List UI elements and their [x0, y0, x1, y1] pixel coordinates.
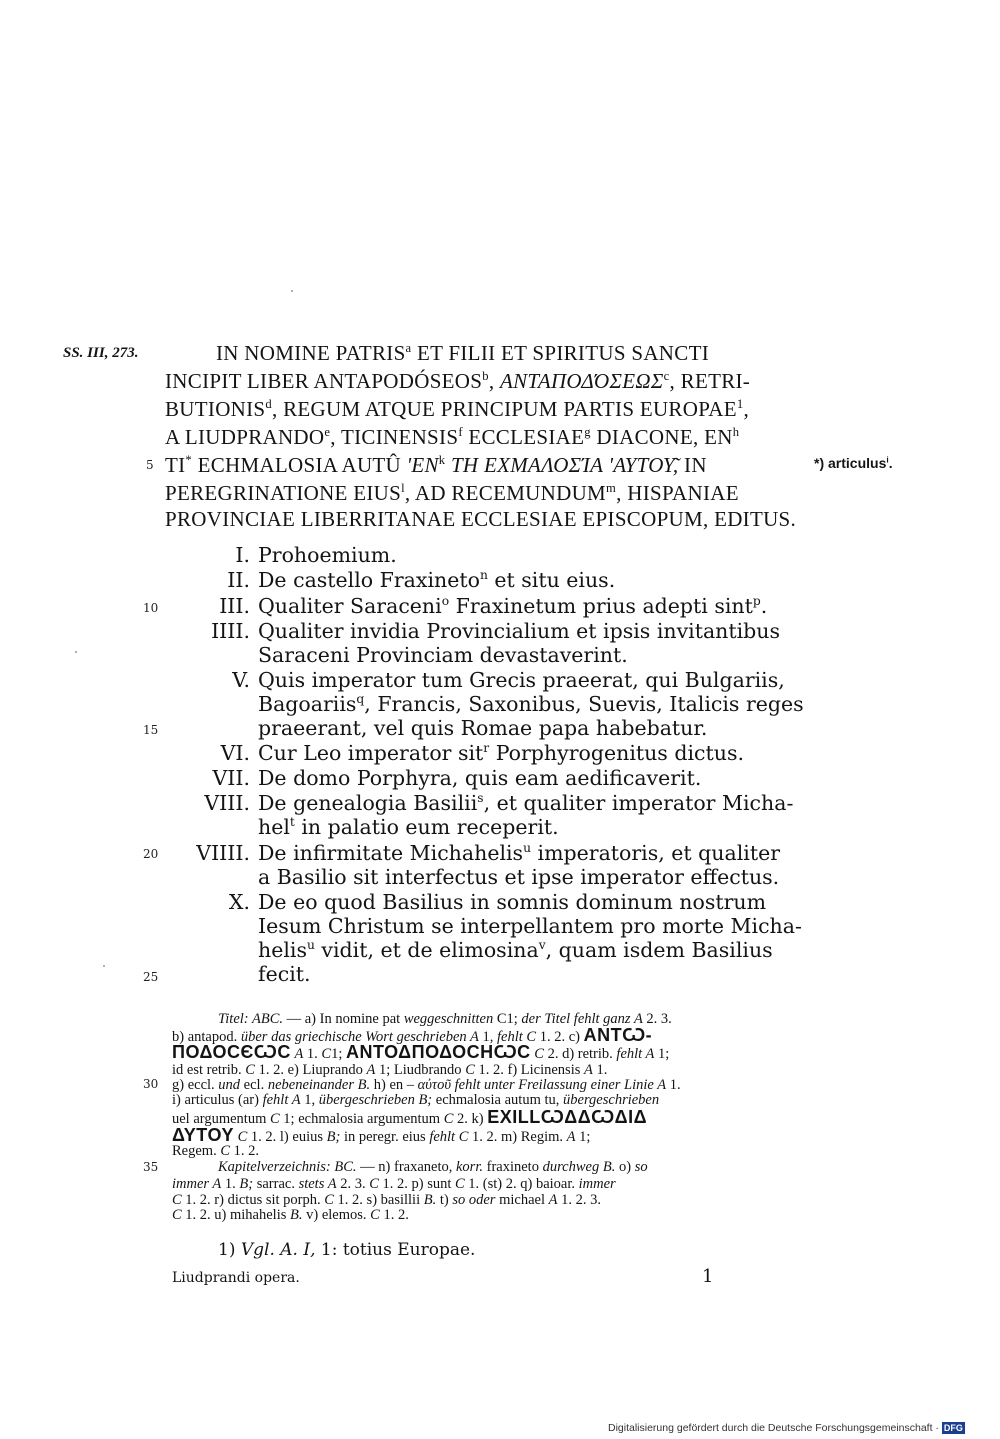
chapter-continuation: hel$^t$ in palatio eum receperit. — [258, 815, 559, 839]
scan-speck — [291, 290, 293, 292]
note-line: id est retrib. C 1. 2. e) Liuprando A 1; Liudbrando C 1. 2. f) Licinensis A 1. — [172, 1062, 608, 1078]
note-line: b) antapod. über das griechische Wort geschrieben A 1, fehlt C 1. 2. c) ΑΝΤѠ- — [172, 1025, 653, 1045]
chapter-item: III. Qualiter Saraceni$^o$ Fraxinetum prius adepti sint$^p$. — [219, 594, 768, 618]
chapter-continuation: fecit. — [258, 962, 311, 986]
line-number: 20 — [143, 847, 159, 861]
page-number: 1 — [702, 1266, 714, 1287]
chapter-item: II. De castello Fraxineto$^n$ et situ eius. — [227, 568, 616, 592]
title-line-2: INCIPIT LIBER ANTAPODÓSEOS$^b$, ΑΝΤΑΠΟΔΌΣΕΩΣ$^c$, RETRI- — [165, 369, 751, 393]
chapter-item: V. Quis imperator tum Grecis praeerat, qui Bulgariis, — [232, 668, 785, 692]
title-line-4: A LIUDPRANDO$^e$, TICINENSIS$^f$ ECCLESIAE$^g$ DIACONE, $EN^h$ — [165, 425, 740, 449]
note-line: ΠΟΔΟϹЄѠϹ A 1. C1; ΑΝΤΟΔΠΟΔΟϹΗѠϹ C 2. d) retrib. fehlt A 1; — [172, 1042, 670, 1062]
line-number: 15 — [143, 723, 159, 737]
chapter-item: IIII. Qualiter invidia Provincialium et ipsis invitantibus — [211, 619, 781, 643]
chapter-item: VII. De domo Porphyra, quis eam aedificaverit. — [212, 766, 702, 790]
running-footer: Liudprandi opera. — [172, 1270, 300, 1286]
note-line: C 1. 2. r) dictus sit porph. C 1. 2. s) basillii B. t) so oder michael A 1. 2. 3. — [172, 1192, 601, 1208]
line-number: 10 — [143, 601, 159, 615]
note-line: Regem. C 1. 2. — [172, 1143, 259, 1159]
page-reference: SS. III, 273. — [63, 345, 139, 361]
note-line: g) eccl. und ecl. nebeneinander B. h) en – αὐτοῦ fehlt unter Freilassung einer Linie A 1. — [172, 1077, 681, 1093]
footnote: 1) Vgl. A. I, 1: totius Europae. — [218, 1240, 476, 1260]
note-line: C 1. 2. u) mihahelis B. v) elemos. C 1. 2. — [172, 1207, 409, 1223]
title-line-3: BUTIONIS$^d$, REGUM ATQUE PRINCIPUM PARTIS EUROPAE$^1$, — [165, 397, 750, 421]
note-line: Titel: ABC. — a) In nomine pat weggeschnitten C1; der Titel fehlt ganz A 2. 3. — [218, 1011, 672, 1027]
margin-note: *) articulus$^i$. — [814, 454, 893, 471]
note-line: i) articulus (ar) fehlt A 1, übergeschrieben B; echmalosia autum tu, übergeschrieben — [172, 1092, 660, 1108]
chapter-item: X. De eo quod Basilius in somnis dominum nostrum — [228, 890, 767, 914]
chapter-item: VIIII. De infirmitate Michahelis$^u$ imperatoris, et qualiter — [196, 841, 781, 865]
scan-speck — [103, 965, 105, 967]
note-line: uel argumentum C 1; echmalosia argumentum C 2. k) ΕΧΙLLѠΔΔѠΔΙΔ — [172, 1107, 648, 1127]
chapter-continuation: Iesum Christum se interpellantem pro morte Micha- — [258, 914, 802, 938]
note-line: Kapitelverzeichnis: BC. — n) fraxaneto, korr. fraxineto durchweg B. o) so — [218, 1159, 648, 1175]
title-line-6: PEREGRINATIONE EIUS$^l$, AD RECEMUNDUM$^m$, HISPANIAE — [165, 481, 739, 505]
dfg-logo-icon: DFG — [943, 1423, 963, 1433]
line-number: 30 — [143, 1077, 159, 1091]
chapter-item: VIII. De genealogia Basilii$^s$, et qualiter imperator Micha- — [204, 791, 794, 815]
chapter-continuation: helis$^u$ vidit, et de elimosina$^v$, quam isdem Basilius — [258, 938, 773, 962]
chapter-continuation: Saraceni Provinciam devastaverint. — [258, 643, 628, 667]
title-line-7: PROVINCIAE LIBERRITANAE ECCLESIAE EPISCOPUM, EDITUS. — [165, 507, 797, 531]
line-number: 5 — [146, 458, 154, 472]
chapter-continuation: praeerant, vel quis Romae papa habebatur. — [258, 716, 708, 740]
note-line: immer A 1. B; sarrac. stets A 2. 3. C 1. 2. p) sunt C 1. (st) 2. q) baioar. immer — [172, 1176, 616, 1192]
digitization-credit: Digitalisierung gefördert durch die Deutsche Forschungsgemeinschaft · DFG — [608, 1422, 963, 1434]
scan-speck — [75, 651, 77, 653]
chapter-item: I. Prohoemium. — [235, 543, 397, 567]
title-line-5: TI* ECHMALOSIA AUTÛ '$EN^k$ ΤΗ ΕΧΜΑΛΟΣΊΑ 'ΑΥΤΟΥ̃, IN — [165, 453, 707, 477]
line-number: 25 — [143, 970, 159, 984]
title-line-1: IN NOMINE PATRIS$^a$ ET FILII ET SPIRITUS SANCTI — [216, 341, 709, 365]
chapter-item: VI. Cur Leo imperator sit$^r$ Porphyrogenitus dictus. — [220, 741, 744, 765]
chapter-continuation: Bagoariis$^q$, Francis, Saxonibus, Suevis, Italicis reges — [258, 692, 804, 716]
line-number: 35 — [143, 1160, 159, 1174]
note-line: ΔΥΤΟΥ C 1. 2. l) euius B; in peregr. eius fehlt C 1. 2. m) Regim. A 1; — [172, 1125, 591, 1145]
chapter-continuation: a Basilio sit interfectus et ipse imperator effectus. — [258, 865, 780, 889]
